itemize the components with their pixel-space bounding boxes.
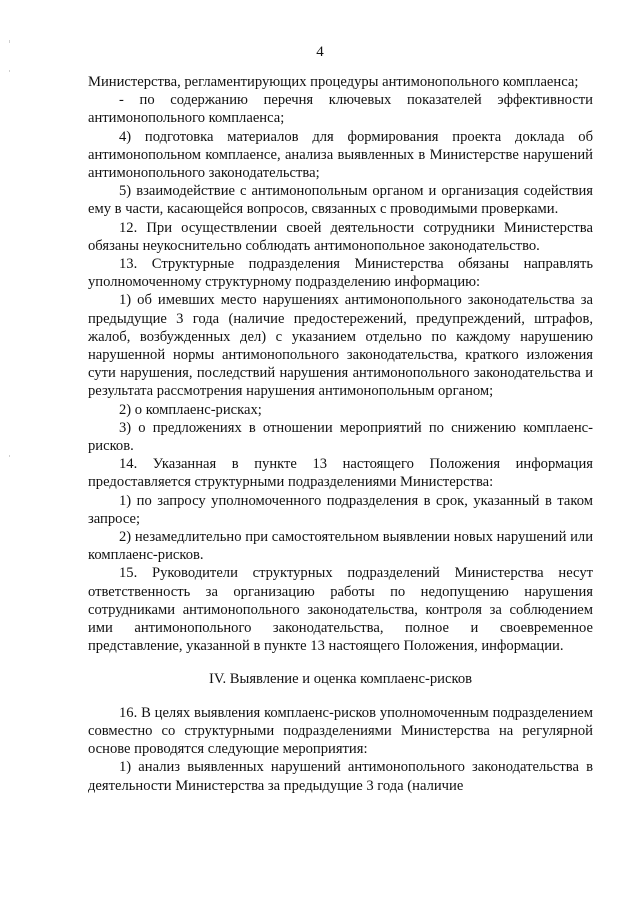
scan-edge-mark: [9, 40, 10, 43]
paragraph: 16. В целях выявления комплаенс-рисков уполномоченным подразделением совместно со структурными подразделениями Министерства на регулярной основе проводятся следующие мероприятия:: [88, 704, 593, 758]
paragraph: 5) взаимодействие с антимонопольным органом и организация содействия ему в части, касающейся вопросов, связанных с проводимыми проверками.: [88, 183, 593, 218]
paragraph: 13. Структурные подразделения Министерства обязаны направлять уполномоченному структурному подразделению информацию:: [88, 256, 593, 291]
scan-edge-mark: [9, 70, 10, 72]
paragraph: 1) анализ выявленных нарушений антимонопольного законодательства в деятельности Министерства за предыдущие 3 года (наличие: [88, 759, 593, 794]
page-number: 4: [316, 44, 324, 60]
document-body: [88, 73, 593, 795]
paragraph: 1) об имевших место нарушениях антимонопольного законодательства за предыдущие 3 года (наличие предостережений, предупреждений, штрафов, жалоб, возбужденных дел) с указанием отдельно по каждому нарушению нарушенной нормы антимонопольного законодательства, краткого изложения сути нарушения, последствий нарушения антимонопольного законодательства и результата рассмотрения нарушения антимонопольным органом;: [88, 292, 593, 400]
paragraph: 14. Указанная в пункте 13 настоящего Положения информация предоставляется структурными подразделениями Министерства:: [88, 456, 593, 491]
paragraph: 2) о комплаенс-рисках;: [119, 401, 262, 418]
paragraph: Министерства, регламентирующих процедуры антимонопольного комплаенса;: [88, 74, 579, 90]
paragraph: 1) по запросу уполномоченного подразделения в срок, указанный в таком запросе;: [88, 492, 593, 527]
paragraph: 12. При осуществлении своей деятельности сотрудники Министерства обязаны неукоснительно соблюдать антимонопольное законодательство.: [88, 219, 593, 254]
paragraph: 15. Руководители структурных подразделений Министерства несут ответственность за организацию работы по недопущению нарушения сотрудниками антимонопольного законодательства, контроля за соблюдением ими антимонопольного законодательства, полное и своевременное представление, указанной в пункте 13 настоящего Положения, информации.: [88, 565, 593, 655]
paragraph: - по содержанию перечня ключевых показателей эффективности антимонопольного комплаенса;: [88, 92, 593, 127]
paragraph: 2) незамедлительно при самостоятельном выявлении новых нарушений или комплаенс-рисков.: [88, 529, 593, 564]
paragraph: 4) подготовка материалов для формирования проекта доклада об антимонопольном комплаенсе, анализа выявленных в Министерстве нарушений антимонопольного законодательства;: [88, 128, 593, 182]
scan-edge-mark: [9, 455, 10, 457]
paragraph: 3) о предложениях в отношении мероприятий по снижению комплаенс-рисков.: [88, 419, 593, 455]
section-heading: IV. Выявление и оценка комплаенс-рисков: [208, 670, 473, 687]
